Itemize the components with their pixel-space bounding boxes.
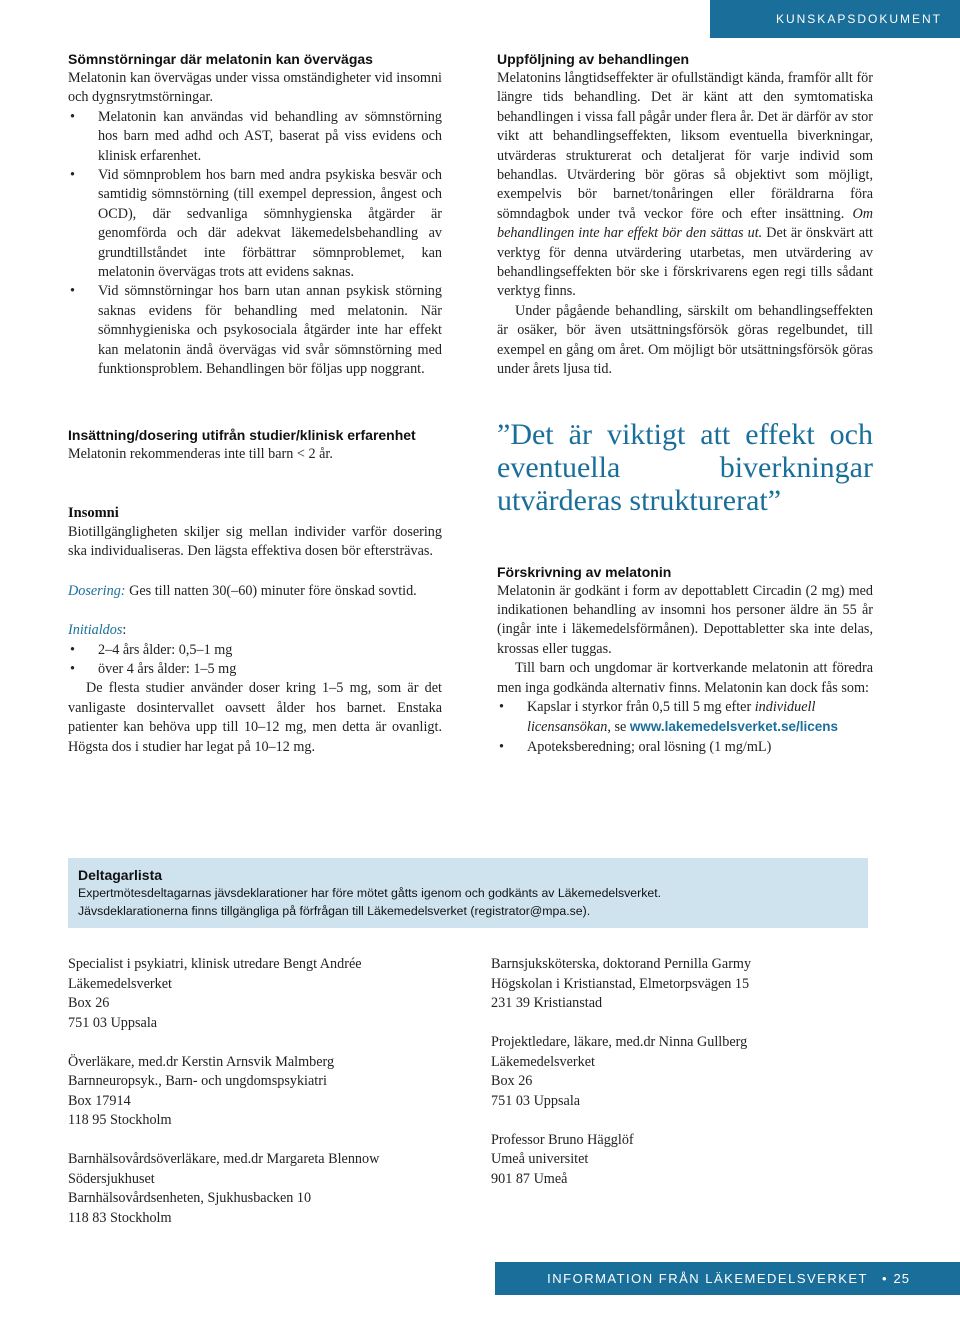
- section-title-follow-up: Uppföljning av behandlingen: [497, 51, 690, 67]
- initial-dose-colon: :: [122, 622, 127, 639]
- initial-dose-label: Initialdos: [68, 622, 123, 639]
- initial-dose-label-line: [68, 621, 442, 640]
- participants-title: Deltagarlista: [78, 867, 163, 883]
- contact-line: Umeå universitet: [491, 1151, 589, 1167]
- document-type-label: KUNSKAPSDOKUMENT: [775, 12, 942, 26]
- prescription-paragraph: Melatonin är godkänt i form av depottablett Circadin (2 mg) med indikationen behandling av insomni hos personer äldre än 55 år (ingår inte i läkemedelsförmånen). Depottabletter ska inte delas, krossas eller tuggas.: [497, 582, 873, 657]
- participants-line-2: Jävsdeklarationerna finns tillgängliga på förfrågan till Läkemedelsverket (registrator@mpa.se).: [78, 903, 591, 918]
- section-title-melatonin-considered: Sömnstörningar där melatonin kan övervägas: [68, 51, 373, 67]
- pull-quote: ”Det är viktigt att effekt och eventuella biverkningar utvärderas strukturerat”: [497, 417, 873, 517]
- section-title-prescription: Förskrivning av melatonin: [497, 563, 672, 580]
- contacts-right-column: [491, 955, 871, 1209]
- contact-line: Barnhälsovårdsöverläkare, med.dr Margareta Blennow: [68, 1151, 380, 1167]
- withdrawal-paragraph: Under pågående behandling, särskilt om behandlingseffekten är osäker, bör även utsättningsförsök göras regelbundet, till exempel en gång om året. Om möjligt bör utsättningsförsök göras under årets ljusa tid.: [497, 302, 873, 378]
- contact-entry: [491, 1131, 871, 1190]
- contact-line: Barnhälsovårdsenheten, Sjukhusbacken 10: [68, 1190, 312, 1206]
- contact-line: 901 87 Umeå: [491, 1170, 568, 1187]
- section-title-dosing: Insättning/dosering utifrån studier/klinisk erfarenhet: [68, 426, 416, 443]
- list-item: [497, 698, 873, 738]
- contact-line: 751 03 Uppsala: [68, 1014, 158, 1031]
- contact-line: Barnneuropsyk., Barn- och ungdomspsykiatri: [68, 1073, 327, 1089]
- follow-up-text-cont: Det är önskvärt att verktyg för denna utvärdering utarbetas, men utvärdering av behandlingseffekten bör ske i förskrivarens egen regi tills sådant verktyg finns.: [497, 225, 873, 300]
- license-link[interactable]: www.lakemedelsverket.se/licens: [629, 719, 838, 735]
- contact-line: Projektledare, läkare, med.dr Ninna Gullberg: [491, 1034, 748, 1050]
- section-title-insomnia: Insomni: [68, 504, 119, 521]
- dosing-text: Ges till natten 30(–60) minuter före önskad sovtid.: [125, 582, 417, 599]
- contact-entry: [68, 1150, 448, 1228]
- contact-entry: [491, 955, 871, 1014]
- section-intro: Melatonin kan övervägas under vissa omständigheter vid insomni och dygnsrytmstörningar.: [68, 70, 442, 106]
- list-item: • 2–4 års ålder: 0,5–1 mg: [68, 641, 442, 660]
- dose-list: [68, 641, 442, 680]
- contact-line: 118 95 Stockholm: [68, 1112, 172, 1128]
- prescription-children-paragraph: Till barn och ungdomar är kortverkande melatonin att föredra men inga godkända alternativ finns. Melatonin kan dock fås som:: [497, 660, 873, 696]
- contact-line: Södersjukhuset: [68, 1170, 155, 1187]
- dosing-paragraph: [68, 582, 442, 601]
- dosing-label: Dosering:: [68, 582, 126, 599]
- contact-line: Högskolan i Kristianstad, Elmetorpsvägen 15: [491, 975, 750, 992]
- see-text: , se: [607, 719, 630, 736]
- list-item: • Vid sömnstörningar hos barn utan annan psykisk störning saknas evidens för behandling med melatonin. När sömnhygieniska och psykosociala åtgärder inte har effekt kan melatonin ändå övervägas vid svår sömnstörning med funktionsproblem. Behandlingen bör följas upp noggrant.: [68, 282, 442, 379]
- follow-up-text: Melatonins långtidseffekter är ofullständigt kända, framför allt för längre tids behandling. Det är känt att den symtomatiska behandlingen i vissa fall pågår under flera år. Det är därför av stor vikt att behandlingseffekten, liksom eventuella biverkningar, utvärderas strukturerat och detaljerat för varje individ som behandlas. Utvärdering bör göras så objektivt som möjligt, exempelvis bör barnet/tonåringen eller föräldrarna föra sömndagbok under två veckor före och efter insättning.: [497, 70, 873, 222]
- contact-entry: [68, 955, 448, 1033]
- dosing-age-note: Melatonin rekommenderas inte till barn < 2 år.: [68, 445, 333, 462]
- page-number: 25: [893, 1271, 910, 1286]
- contact-line: Läkemedelsverket: [68, 975, 172, 992]
- insomnia-text: Biotillgängligheten skiljer sig mellan individer varför dosering ska individualiseras. Den lägsta effektiva dosen bör eftersträvas.: [68, 523, 442, 560]
- follow-up-emphasis: Om behandlingen inte har effekt bör den sättas ut.: [497, 205, 873, 242]
- contact-line: Barnsjuksköterska, doktorand Pernilla Garmy: [491, 956, 752, 972]
- contact-line: Box 26: [68, 995, 110, 1011]
- footer-separator: •: [881, 1271, 888, 1286]
- list-item: • över 4 års ålder: 1–5 mg: [68, 660, 442, 679]
- contact-line: Specialist i psykiatri, klinisk utredare Bengt Andrée: [68, 956, 362, 972]
- follow-up-paragraph: [497, 69, 873, 302]
- contact-line: Box 17914: [68, 1092, 131, 1109]
- capsule-text: Kapslar i styrkor från 0,5 till 5 mg efter: [527, 698, 755, 715]
- contacts-left-column: [68, 955, 448, 1248]
- contact-line: 231 39 Kristianstad: [491, 995, 603, 1011]
- contact-line: Läkemedelsverket: [491, 1053, 595, 1070]
- contact-entry: [68, 1053, 448, 1131]
- consideration-list: [68, 108, 442, 380]
- contact-line: 118 83 Stockholm: [68, 1209, 172, 1226]
- list-item: • Vid sömnproblem hos barn med andra psykiska besvär och samtidig sömnstörning (till exempel depression, ångest och OCD), där sedvanliga sömnhygienska åtgärder är genomförda och där adekvat läkemedelsbehandling av grundtillståndet inte förbättrar sömnproblemet, kan melatonin övervägas trots att evidens saknas.: [68, 166, 442, 282]
- dose-range-text: De flesta studier använder doser kring 1–5 mg, som är det vanligaste dosintervallet oavsett ålder hos barnet. Enstaka patienter kan behöva upp till 10–12 mg, men detta är ovanligt. Högsta dos i studier har legat på 10–12 mg.: [68, 680, 442, 755]
- contact-line: Professor Bruno Hägglöf: [491, 1131, 634, 1148]
- right-column: [497, 50, 873, 757]
- contact-line: Box 26: [491, 1073, 533, 1089]
- contact-line: 751 03 Uppsala: [491, 1092, 581, 1109]
- participants-box: [68, 858, 868, 928]
- list-item: • Melatonin kan användas vid behandling av sömnstörning hos barn med adhd och AST, baserat på viss evidens och klinisk erfarenhet.: [68, 108, 442, 166]
- list-item: • Apoteksberedning; oral lösning (1 mg/mL): [497, 738, 873, 757]
- formulation-list: [497, 698, 873, 757]
- participants-line-1: Expertmötesdeltagarnas jävsdeklarationer har före mötet gåtts igenom och godkänts av Läkemedelsverket.: [78, 886, 662, 900]
- publication-label: INFORMATION FRÅN LÄKEMEDELSVERKET 2:2015: [547, 1271, 868, 1319]
- contact-entry: [491, 1033, 871, 1111]
- document-type-banner: [710, 0, 960, 38]
- contact-line: Överläkare, med.dr Kerstin Arnsvik Malmberg: [68, 1053, 335, 1070]
- left-column: [68, 50, 442, 757]
- license-application-term: individuell licensansökan: [527, 698, 816, 736]
- page-footer: [495, 1262, 960, 1319]
